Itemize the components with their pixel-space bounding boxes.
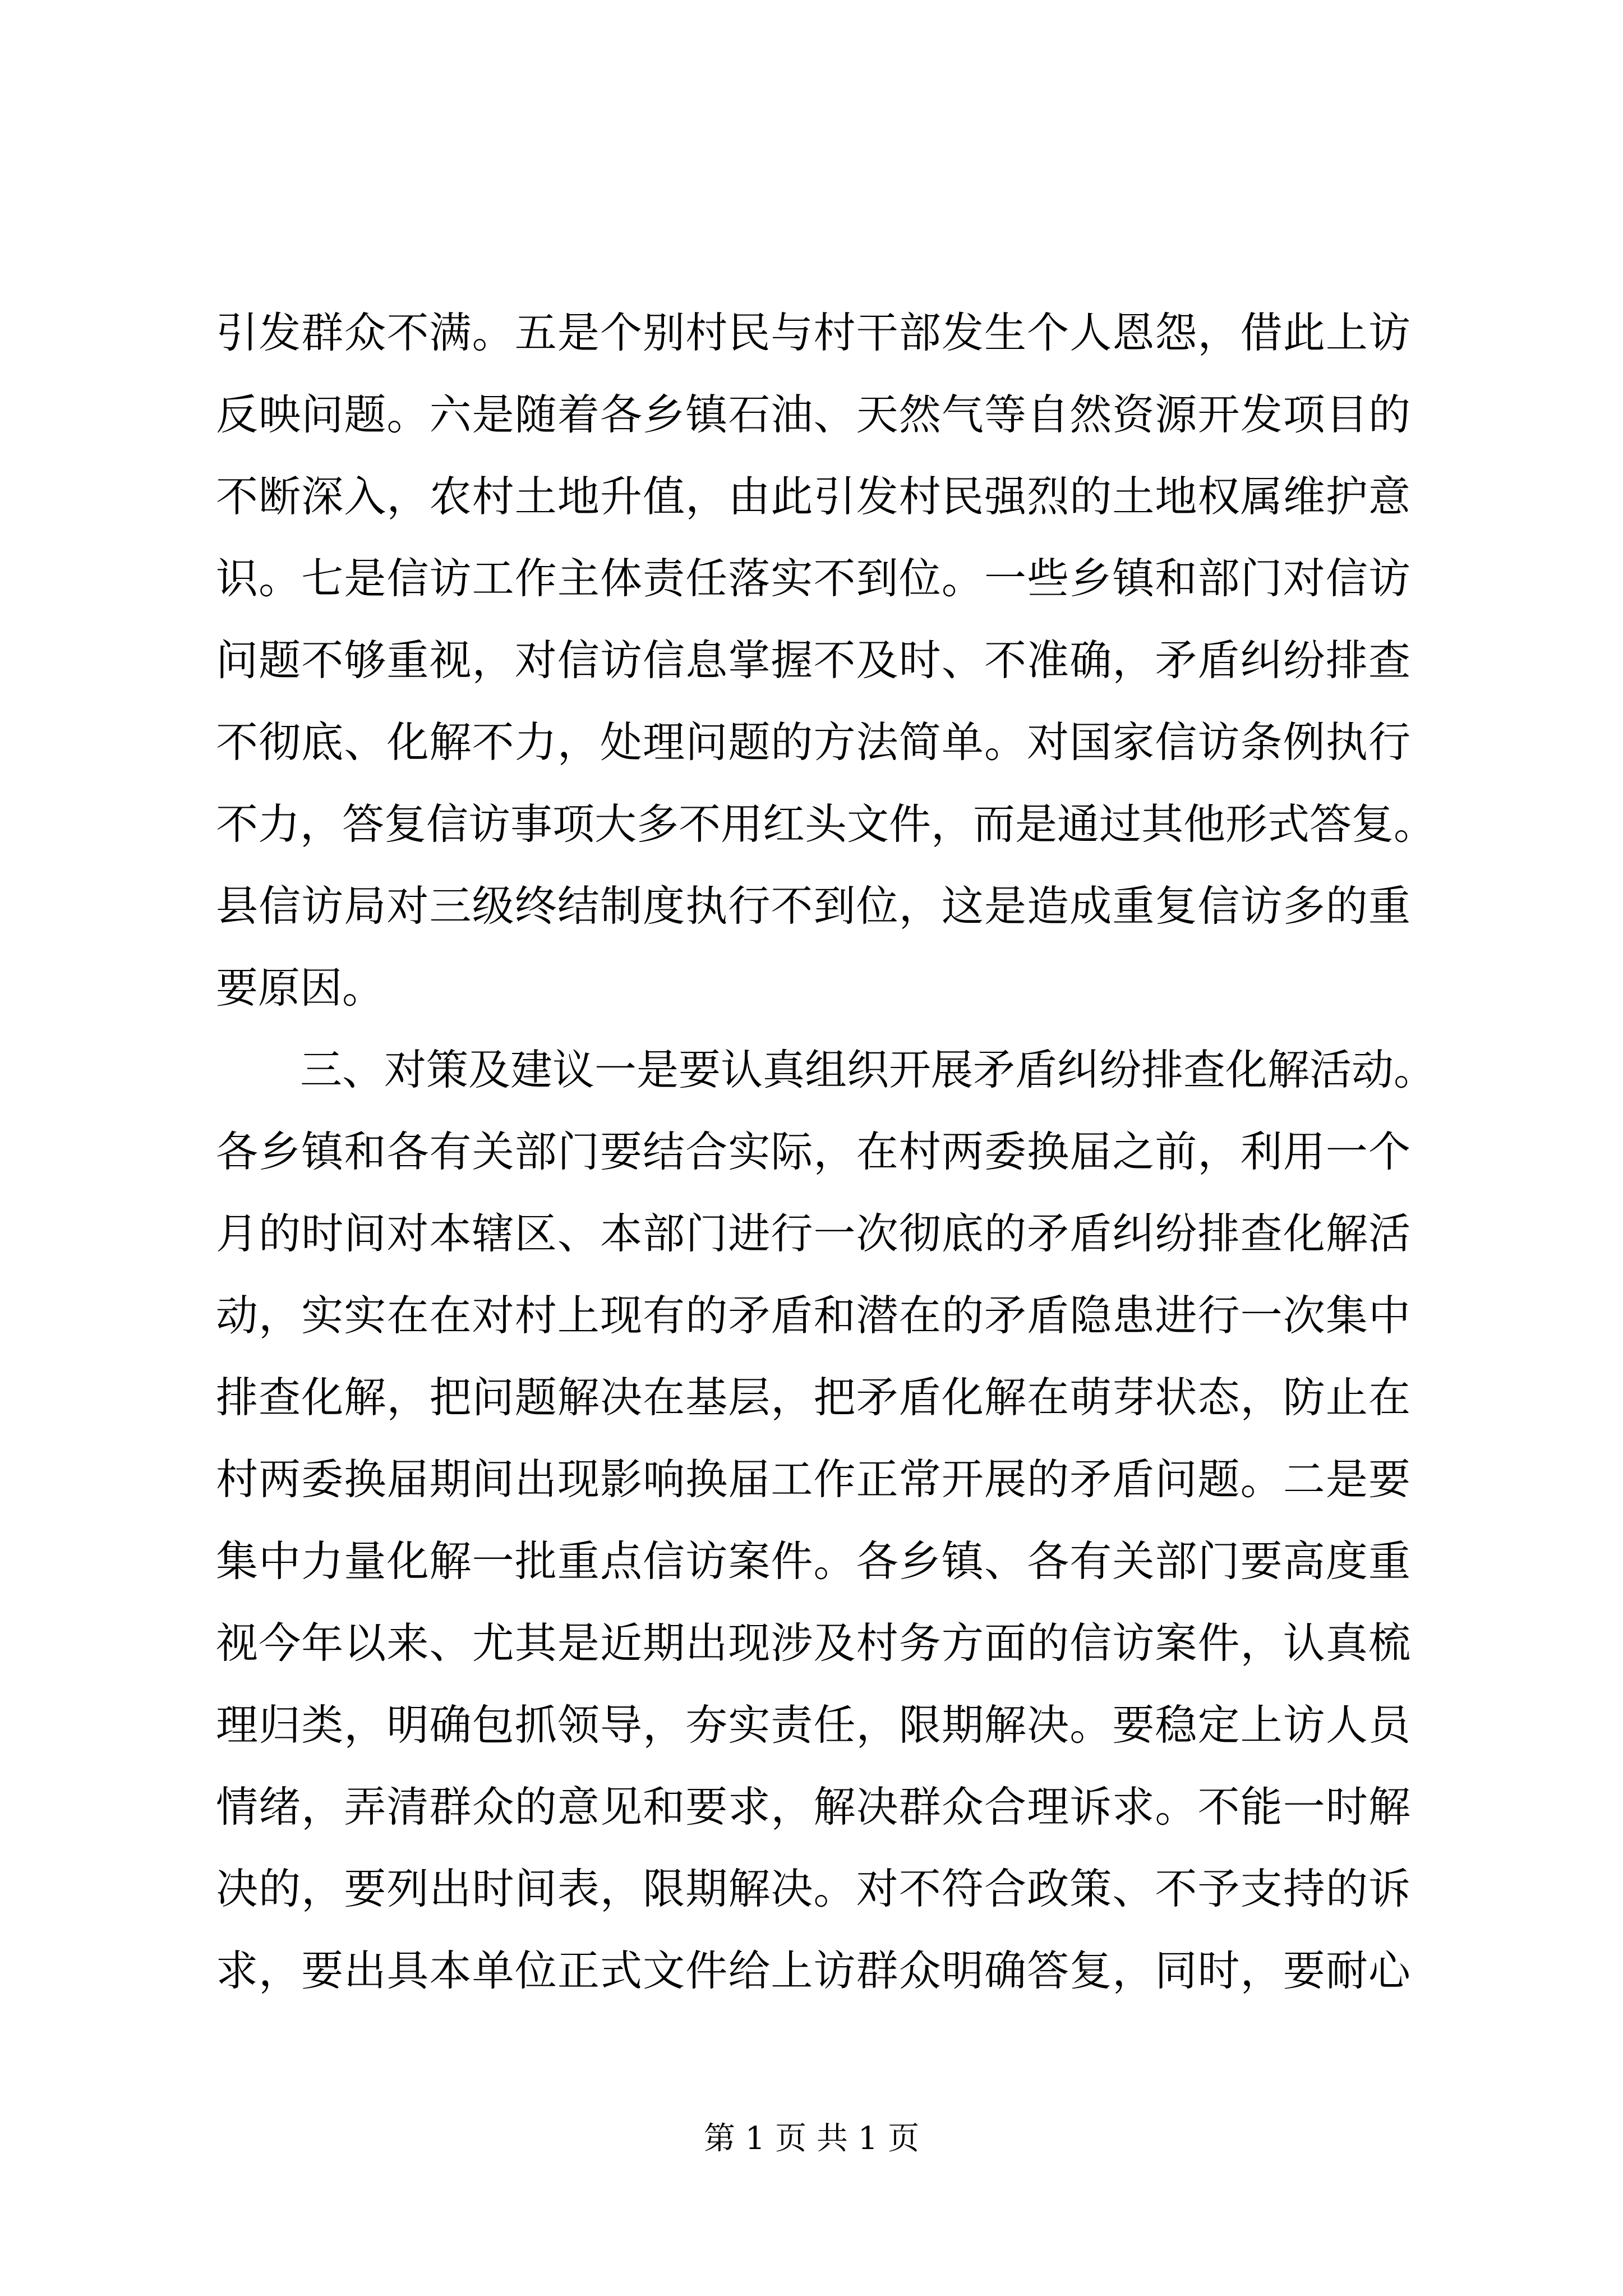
paragraph-2 (216, 1029, 1436, 2012)
text-line: 引发群众不满。五是个别村民与村干部发生个人恩怨，借此上访 (216, 308, 1410, 357)
text-line: 排查化解，把问题解决在基层，把矛盾化解在萌芽状态，防止在 (216, 1373, 1410, 1422)
text-line: 动，实实在在对村上现有的矛盾和潜在的矛盾隐患进行一次集中 (216, 1291, 1410, 1340)
text-line: 反映问题。六是随着各乡镇石油、天然气等自然资源开发项目的 (216, 390, 1410, 439)
text-line: 视今年以来、尤其是近期出现涉及村务方面的信访案件，认真梳 (216, 1618, 1410, 1668)
text-line: 集中力量化解一批重点信访案件。各乡镇、各有关部门要高度重 (216, 1536, 1410, 1586)
text-line: 不彻底、化解不力，处理问题的方法简单。对国家信访条例执行 (216, 717, 1410, 767)
text-line: 村两委换届期间出现影响换届工作正常开展的矛盾问题。二是要 (216, 1455, 1410, 1504)
text-line: 决的，要列出时间表，限期解决。对不符合政策、不予支持的诉 (216, 1864, 1410, 1913)
text-line: 不力，答复信访事项大多不用红头文件，而是通过其他形式答复。 (216, 799, 1436, 849)
text-line: 月的时间对本辖区、本部门进行一次彻底的矛盾纠纷排查化解活 (216, 1209, 1410, 1258)
paragraph-1 (216, 292, 1436, 1029)
document-body (216, 292, 1436, 2012)
text-line: 各乡镇和各有关部门要结合实际，在村两委换届之前，利用一个 (216, 1127, 1410, 1176)
text-line: 问题不够重视，对信访信息掌握不及时、不准确，矛盾纠纷排查 (216, 636, 1410, 685)
text-line: 不断深入，农村土地升值，由此引发村民强烈的土地权属维护意 (216, 472, 1410, 521)
text-line: 情绪，弄清群众的意见和要求，解决群众合理诉求。不能一时解 (216, 1782, 1410, 1832)
text-line: 要原因。 (216, 963, 385, 1013)
text-line: 县信访局对三级终结制度执行不到位，这是造成重复信访多的重 (216, 881, 1410, 931)
text-line: 识。七是信访工作主体责任落实不到位。一些乡镇和部门对信访 (216, 554, 1410, 603)
text-line: 三、对策及建议一是要认真组织开展矛盾纠纷排查化解活动。 (300, 1045, 1436, 1094)
page-footer (0, 2119, 1623, 2159)
text-line: 求，要出具本单位正式文件给上访群众明确答复，同时，要耐心 (216, 1946, 1410, 1995)
page-number-label: 第 1 页 共 1 页 (703, 2120, 920, 2157)
text-line: 理归类，明确包抓领导，夯实责任，限期解决。要稳定上访人员 (216, 1700, 1410, 1750)
